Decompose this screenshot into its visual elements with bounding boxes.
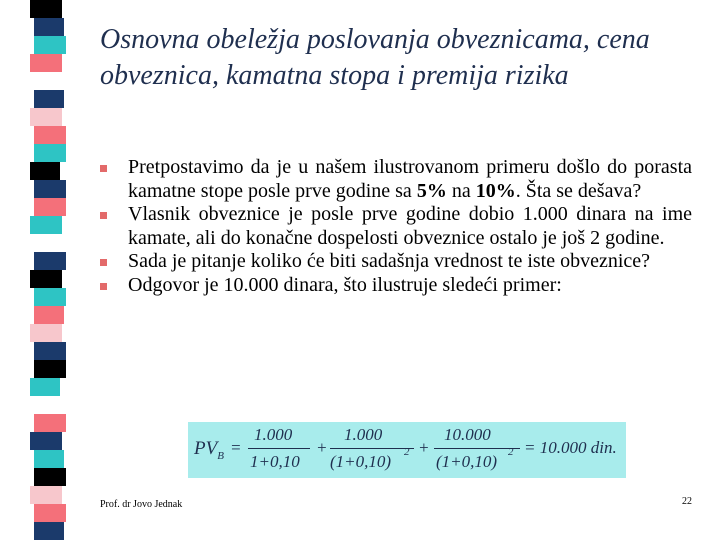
stripe-block bbox=[30, 324, 62, 342]
decorative-stripe bbox=[0, 0, 70, 540]
footer-author: Prof. dr Jovo Jednak bbox=[100, 499, 183, 510]
stripe-block bbox=[34, 450, 64, 468]
stripe-block bbox=[30, 270, 62, 288]
stripe-block bbox=[30, 162, 60, 180]
stripe-block bbox=[34, 18, 64, 36]
formula-box bbox=[188, 422, 626, 478]
stripe-block bbox=[30, 216, 62, 234]
stripe-block bbox=[34, 180, 66, 198]
formula-plus: + bbox=[316, 438, 328, 457]
stripe-block bbox=[34, 36, 66, 54]
term1-denominator: 1+0,10 bbox=[250, 452, 300, 471]
stripe-block bbox=[34, 468, 66, 486]
stripe-block bbox=[34, 252, 66, 270]
formula-lhs: $PV_B$ bbox=[194, 438, 224, 462]
bullet-square-icon bbox=[100, 259, 107, 266]
term3-exponent: 2 bbox=[508, 446, 514, 458]
formula-result: = 10.000 din. bbox=[524, 438, 617, 457]
stripe-block bbox=[34, 522, 64, 540]
term1-numerator: 1.000 bbox=[254, 425, 293, 444]
stripe-block bbox=[30, 54, 62, 72]
term2-denominator: (1+0,10) bbox=[330, 452, 392, 471]
bullet-list bbox=[100, 156, 692, 297]
stripe-block bbox=[34, 396, 66, 414]
formula-plus: + bbox=[418, 438, 430, 457]
term3-numerator: 10.000 bbox=[444, 425, 491, 444]
stripe-block bbox=[34, 288, 66, 306]
bullet-item: Sada je pitanje koliko će biti sadašnja vrednost te iste obveznice? bbox=[100, 250, 692, 274]
stripe-block bbox=[34, 126, 66, 144]
bullet-square-icon bbox=[100, 212, 107, 219]
page-number: 22 bbox=[682, 496, 692, 507]
bullet-square-icon bbox=[100, 165, 107, 172]
stripe-block bbox=[34, 72, 66, 90]
slide-title: Osnovna obeležja poslovanja obveznicama, cena obveznica, kamatna stopa i premija rizika bbox=[100, 24, 650, 91]
bullet-item: Vlasnik obveznice je posle prve godine dobio 1.000 dinara na ime kamate, ali do konačne dospelosti obveznice ostalo je još 2 godine. bbox=[100, 203, 692, 250]
term2-exponent: 2 bbox=[404, 446, 410, 458]
stripe-block bbox=[30, 486, 62, 504]
term2-numerator: 1.000 bbox=[344, 425, 383, 444]
stripe-block bbox=[30, 378, 60, 396]
bullet-square-icon bbox=[100, 283, 107, 290]
bullet-item: Pretpostavimo da je u našem ilustrovanom primeru došlo do porasta kamatne stope posle prve godine sa 5% na 10%. Šta se dešava? bbox=[100, 156, 692, 203]
stripe-block bbox=[34, 504, 66, 522]
stripe-block bbox=[34, 360, 66, 378]
formula-equals: = bbox=[230, 438, 242, 457]
stripe-block bbox=[34, 198, 66, 216]
stripe-block bbox=[34, 306, 64, 324]
stripe-block bbox=[30, 0, 62, 18]
term3-denominator: (1+0,10) bbox=[436, 452, 498, 471]
stripe-block bbox=[34, 414, 66, 432]
stripe-block bbox=[30, 432, 62, 450]
stripe-block bbox=[34, 144, 66, 162]
bullet-item: Odgovor je 10.000 dinara, što ilustruje sledeći primer: bbox=[100, 274, 692, 298]
stripe-block bbox=[34, 234, 64, 252]
stripe-block bbox=[34, 342, 66, 360]
stripe-block bbox=[30, 108, 62, 126]
stripe-block bbox=[34, 90, 64, 108]
